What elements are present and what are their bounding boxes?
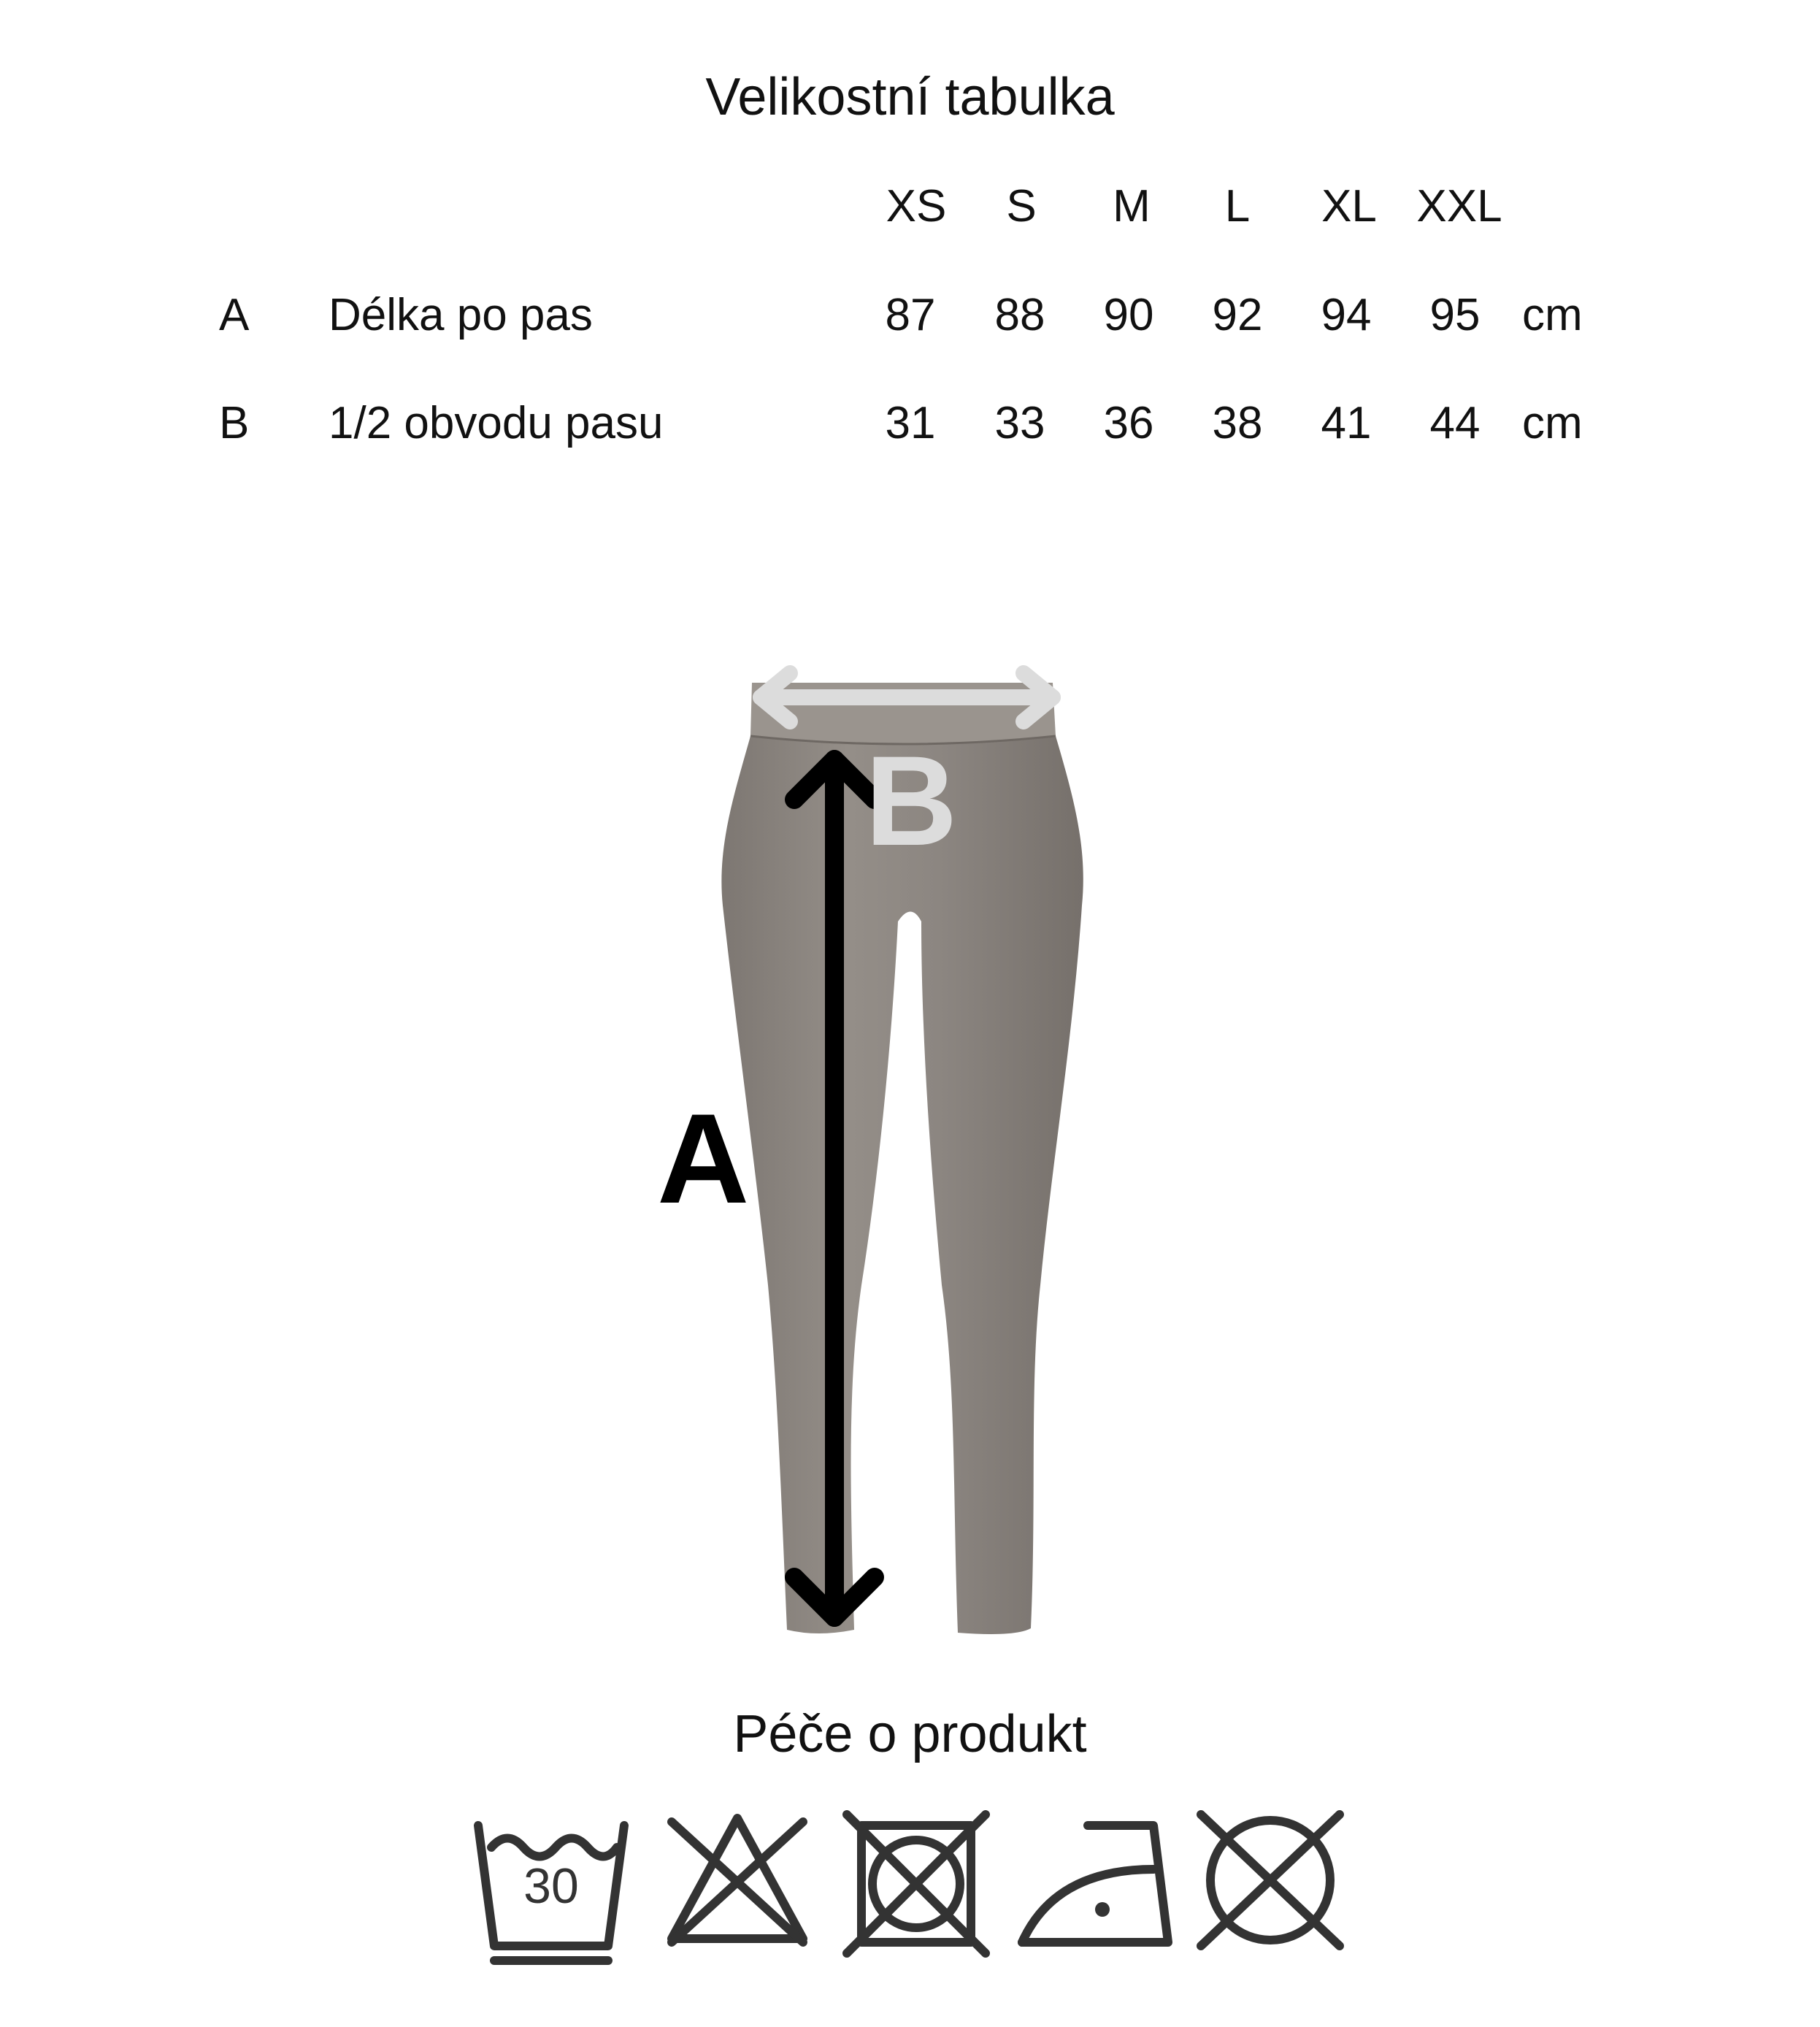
care-title: Péče o produkt xyxy=(733,1705,1087,1763)
iron-low-icon xyxy=(1011,1811,1179,1957)
row-a-unit: cm xyxy=(1522,290,1583,340)
row-b-code: B xyxy=(219,398,250,448)
row-b-value-xxl: 44 xyxy=(1429,398,1481,448)
wash-temperature: 30 xyxy=(523,1858,579,1914)
row-b-label: 1/2 obvodu pasu xyxy=(329,398,664,448)
size-header-xs: XS xyxy=(886,181,947,231)
size-header-l: L xyxy=(1224,181,1251,231)
size-header-xxl: XXL xyxy=(1416,181,1502,231)
row-b-value-m: 36 xyxy=(1103,398,1154,448)
size-header-m: M xyxy=(1113,181,1151,231)
row-a-value-s: 88 xyxy=(994,290,1045,340)
row-a-value-m: 90 xyxy=(1103,290,1154,340)
row-b-unit: cm xyxy=(1522,398,1583,448)
row-b-value-s: 33 xyxy=(994,398,1045,448)
no-dry-clean-icon xyxy=(1194,1804,1347,1957)
row-a-value-xl: 94 xyxy=(1321,290,1372,340)
row-b-value-xl: 41 xyxy=(1321,398,1372,448)
size-header-s: S xyxy=(1006,181,1037,231)
row-a-code: A xyxy=(219,290,250,340)
row-a-value-xxl: 95 xyxy=(1429,290,1481,340)
label-b: B xyxy=(865,730,958,873)
no-tumble-dry-icon xyxy=(840,1807,993,1961)
size-table-title: Velikostní tabulka xyxy=(705,68,1115,126)
size-header-xl: XL xyxy=(1321,181,1377,231)
no-bleach-icon xyxy=(657,1807,818,1953)
label-a: A xyxy=(657,1088,750,1230)
row-a-value-xs: 87 xyxy=(885,290,936,340)
row-a-value-l: 92 xyxy=(1212,290,1263,340)
row-b-value-l: 38 xyxy=(1212,398,1263,448)
row-b-value-xs: 31 xyxy=(885,398,936,448)
row-a-label: Délka po pas xyxy=(329,290,593,340)
